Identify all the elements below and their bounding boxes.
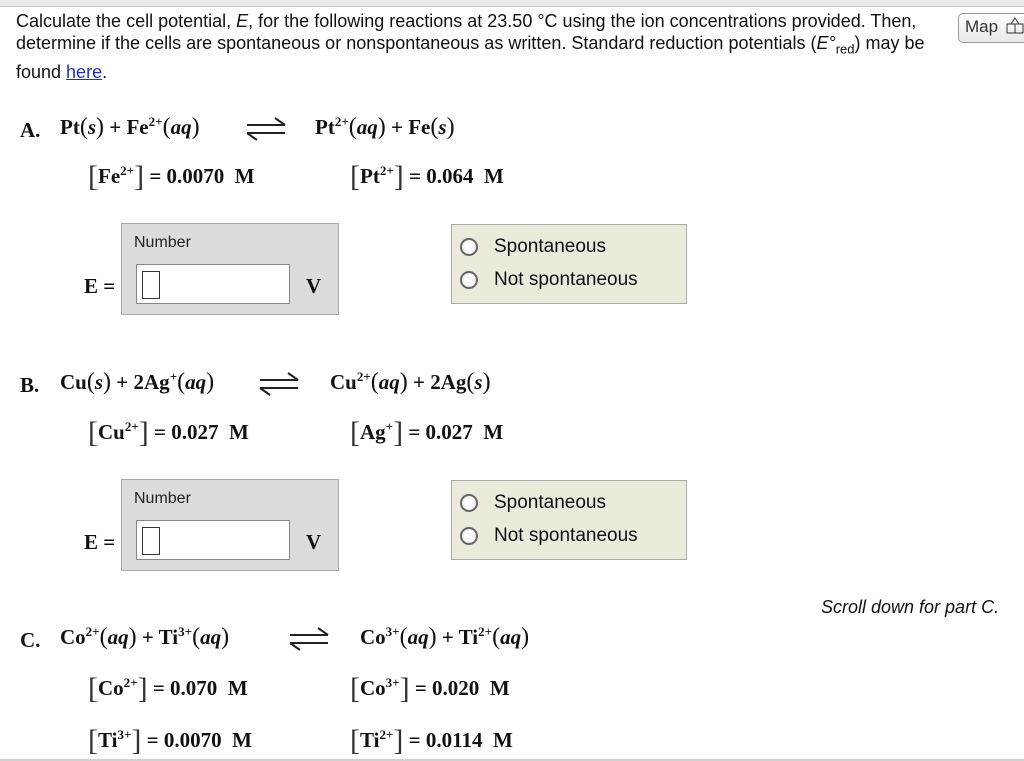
text-cursor-box xyxy=(142,271,160,299)
part-a-volt-unit: V xyxy=(306,274,322,298)
equilibrium-arrow-c xyxy=(288,626,330,652)
part-c-conc-ti3: $[Ti^{3+}] = 0.0070$ M xyxy=(88,724,252,757)
part-b-number-panel xyxy=(121,479,339,571)
radio-button[interactable] xyxy=(460,271,478,289)
part-a-number-panel xyxy=(121,223,339,315)
intro-e0: E° xyxy=(816,33,836,53)
number-title: Number xyxy=(134,234,191,251)
part-c-label: C. xyxy=(20,628,41,652)
intro-period: . xyxy=(102,61,108,82)
radio-button[interactable] xyxy=(460,238,478,256)
intro-text: Calculate the cell potential, xyxy=(16,11,237,31)
intro-text-2: , for the following reactions at 23.50 °C using the ion concentrations provided. Then, determine if the cells are spontaneous or nonspontaneous as written. Standard reduction potentials ( xyxy=(16,11,917,53)
map-puzzle-icon xyxy=(1006,17,1024,40)
part-b-label: B. xyxy=(20,373,40,397)
text-cursor-box xyxy=(142,527,160,555)
equilibrium-arrow-b xyxy=(258,371,300,397)
radio-button[interactable] xyxy=(460,527,478,545)
number-title: Number xyxy=(134,490,191,507)
part-c-products: $Co^{3+}(aq) + Ti^{2+}(aq)$ xyxy=(360,624,530,650)
part-c-conc-co2: $[Co^{2+}] = 0.070$ M xyxy=(88,672,248,705)
intro-red-subscript: red xyxy=(835,41,855,57)
part-b-reactants: Cu(s) + 2Ag+(aq) xyxy=(60,369,215,395)
part-b-conc-cu: $[Cu^{2+}] = 0.027$ M xyxy=(88,416,249,449)
part-a-reactants: $Pt(s) + Fe^{2+}(aq)$ xyxy=(60,114,200,140)
part-a-spontaneous-option[interactable]: Spontaneous xyxy=(460,232,606,262)
part-a-conc-pt: $[Pt^{2+}] = 0.064$ M xyxy=(350,160,504,193)
scroll-note: Scroll down for part C. xyxy=(821,597,1000,617)
map-button[interactable] xyxy=(958,13,1024,43)
part-c-reactants: $Co^{2+}(aq) + Ti^{3+}(aq)$ xyxy=(60,624,230,650)
part-b-e-label: E = xyxy=(84,530,116,554)
part-a-products: $Pt^{2+}(aq) + Fe(s)$ xyxy=(315,114,455,140)
part-a-label: A. xyxy=(20,118,41,142)
part-a-conc-fe: $[Fe^{2+}] = 0.0070$ M xyxy=(88,160,255,193)
top-border xyxy=(0,0,1024,7)
equilibrium-arrow-a xyxy=(245,116,287,142)
part-a-e-label: E = xyxy=(84,274,116,298)
map-button-label: Map xyxy=(965,17,999,36)
intro-e-var: E xyxy=(236,11,249,31)
part-b-spontaneous-option[interactable]: Spontaneous xyxy=(460,488,606,518)
part-c-conc-co3: $[Co^{3+}] = 0.020$ M xyxy=(350,672,510,705)
radio-button[interactable] xyxy=(460,494,478,512)
part-a-spontaneity-panel xyxy=(451,224,687,304)
part-a-not-spontaneous-option[interactable]: Not spontaneous xyxy=(460,265,638,295)
part-b-products: $Cu^{2+}(aq) + 2Ag(s)$ xyxy=(330,369,491,395)
here-link[interactable]: here xyxy=(66,61,103,82)
instructions xyxy=(16,10,946,83)
part-b-not-spontaneous-option[interactable]: Not spontaneous xyxy=(460,521,638,551)
part-b-spontaneity-panel xyxy=(451,480,687,560)
part-b-volt-unit: V xyxy=(306,530,322,554)
part-b-conc-ag: [Ag+] = 0.027 M xyxy=(350,416,504,449)
part-c-conc-ti2: $[Ti^{2+}] = 0.0114$ M xyxy=(350,724,513,757)
intro-text-3: ) may be found xyxy=(16,33,925,82)
